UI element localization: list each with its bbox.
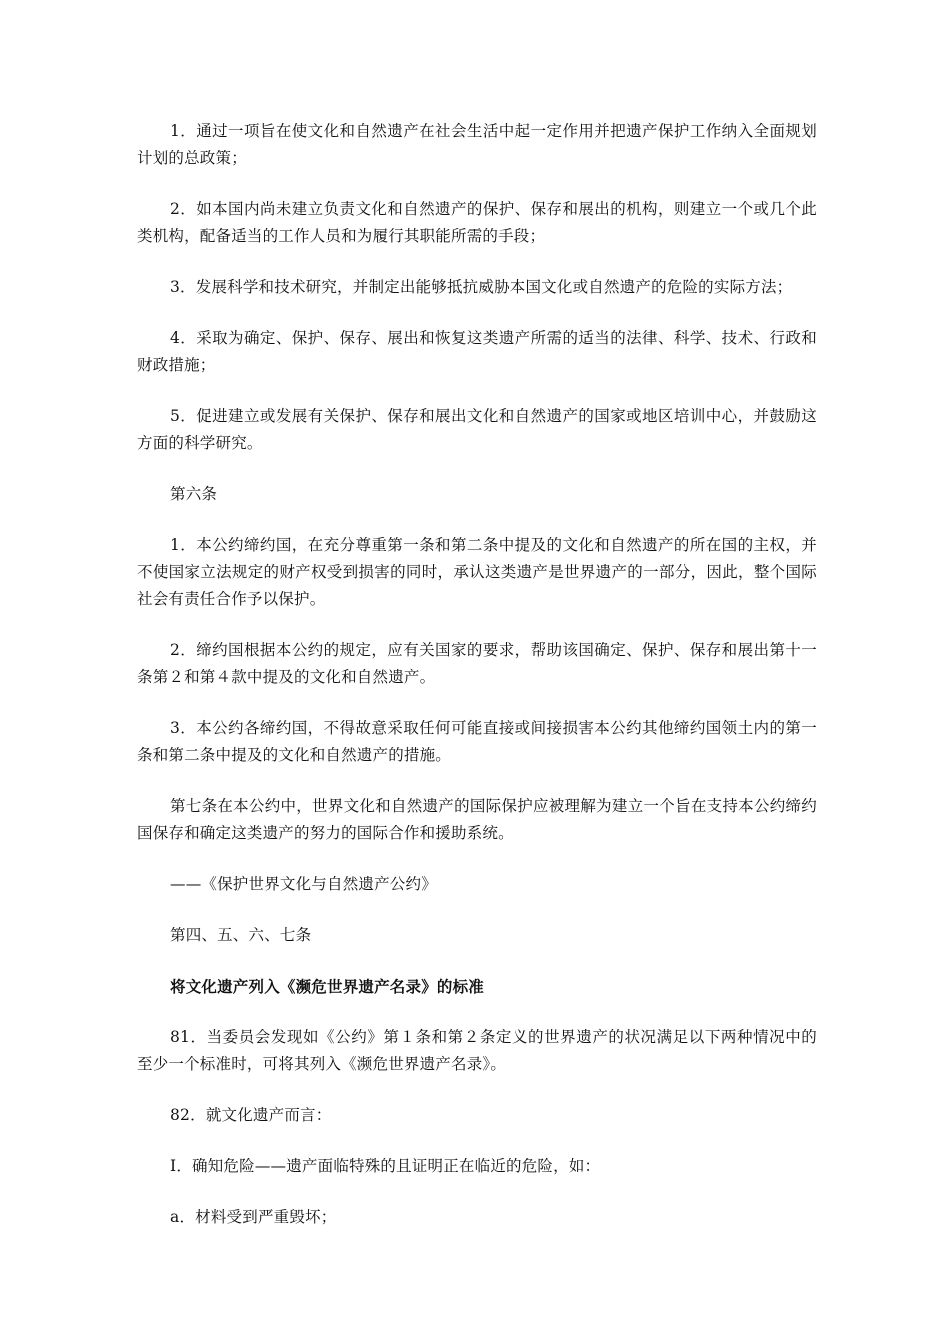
paragraph-item-1: 1．通过一项旨在使文化和自然遗产在社会生活中起一定作用并把遗产保护工作纳入全面规划计划的总政策； [137,122,817,167]
section-heading: 将文化遗产列入《濒危世界遗产名录》的标准 [170,977,485,996]
criteria-item-82: 82．就文化遗产而言： [170,1106,332,1124]
article6-item-1: 1．本公约缔约国，在充分尊重第一条和第二条中提及的文化和自然遗产的所在国的主权，并不使国家立法规定的财产权受到损害的同时，承认这类遗产是世界遗产的一部分，因此，整个国际社会有责任合作予以保护。 [137,536,817,608]
article-heading-6: 第六条 [170,485,218,503]
paragraph-item-5: 5．促进建立或发展有关保护、保存和展出文化和自然遗产的国家或地区培训中心，并鼓励这方面的科学研究。 [137,407,817,452]
paragraph-item-4: 4．采取为确定、保护、保存、展出和恢复这类遗产所需的适当的法律、科学、技术、行政和财政措施； [137,329,817,374]
document-body [137,118,817,1231]
source-articles: 第四、五、六、七条 [170,926,312,944]
article6-item-3: 3．本公约各缔约国，不得故意采取任何可能直接或间接损害本公约其他缔约国领土内的第一条和第二条中提及的文化和自然遗产的措施。 [137,719,817,764]
article-7-paragraph: 第七条在本公约中，世界文化和自然遗产的国际保护应被理解为建立一个旨在支持本公约缔约国保存和确定这类遗产的努力的国际合作和援助系统。 [137,797,817,842]
paragraph-item-3: 3．发展科学和技术研究，并制定出能够抵抗威胁本国文化或自然遗产的危险的实际方法； [170,278,793,296]
danger-subitem-a: a．材料受到严重毁坏； [170,1208,337,1226]
paragraph-item-2: 2．如本国内尚未建立负责文化和自然遗产的保护、保存和展出的机构，则建立一个或几个此类机构，配备适当的工作人员和为履行其职能所需的手段； [137,200,817,245]
source-citation: ——《保护世界文化与自然遗产公约》 [170,875,437,893]
article6-item-2: 2．缔约国根据本公约的规定，应有关国家的要求，帮助该国确定、保护、保存和展出第十一条第２和第４款中提及的文化和自然遗产。 [137,641,817,686]
criteria-item-81: 81．当委员会发现如《公约》第１条和第２条定义的世界遗产的状况满足以下两种情况中的至少一个标准时，可将其列入《濒危世界遗产名录》。 [137,1028,817,1073]
danger-item-1: Ⅰ．确知危险——遗产面临特殊的且证明正在临近的危险，如： [170,1157,601,1175]
